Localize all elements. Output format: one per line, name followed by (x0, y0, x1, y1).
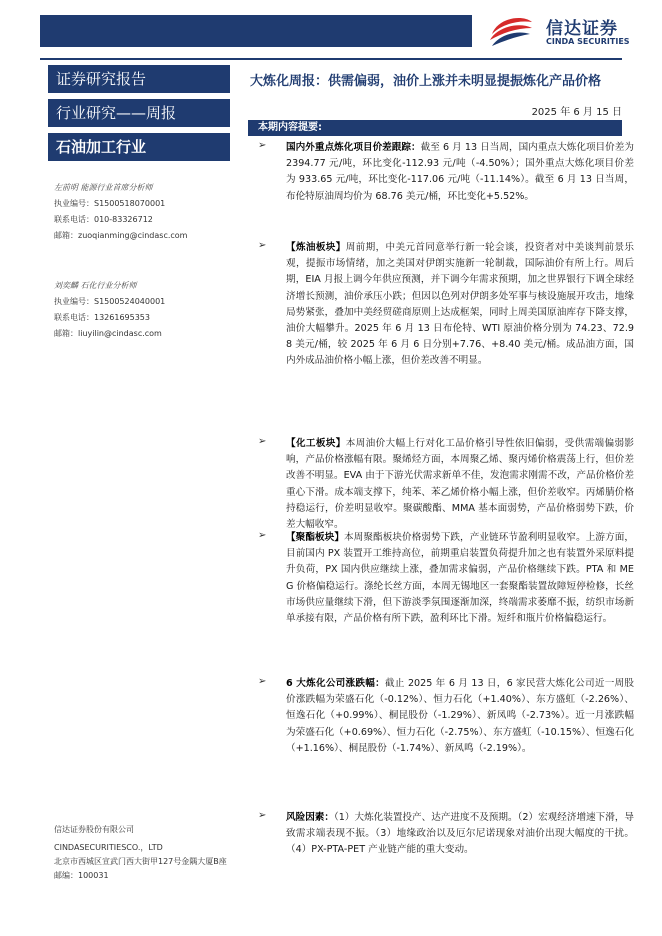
analyst-cert: 执业编号：S1500518070001 (54, 199, 166, 208)
logo-text-cn: 信达证券 (546, 19, 618, 39)
report-type: 行业研究——周报 (48, 99, 230, 127)
bullet-body: 截至 6 月 13 日当周，国内重点大炼化项目价差为 2394.77 元/吨，环比变化-112.93 元/吨（-4.50%）；国外重点大炼化项目价差为 933.65 元/吨，环比变化-117.06 元/吨（-11.14%）。截至 6 月 13 日当周，布伦特原油周均价为 68.76 美元/桶，环比变化+5.52%。 (286, 142, 635, 202)
bullet-body: 截止 2025 年 6 月 13 日，6 家民营大炼化公司近一周股价涨跌幅为荣盛石化（-0.12%）、恒力石化（+1.40%）、东方盛虹（-2.26%）、恒逸石化（+0.99%）、桐昆股份（-1.29%）、新凤鸣（-2.73%）。近一月涨跌幅为荣盛石化（+0.69%）、恒力石化（-2.75%）、东方盛虹（-10.15%）、恒逸石化（+1.16%）、桐昆股份（-1.74%）、新凤鸣（-2.19%）。 (286, 678, 634, 754)
analyst-name: 刘奕麟 石化行业分析师 (54, 281, 137, 290)
section-title: 本期内容提要: (258, 122, 322, 133)
bullet-heading: 6 大炼化公司涨跌幅： (286, 678, 385, 689)
bullet-body: 本周聚酯板块价格弱势下跌，产业链环节盈利明显收窄。上游方面，目前国内 PX 装置开工维持高位，前期重启装置负荷提升加之也有装置外采原料提升负荷，PX 国内供应继续上涨，叠加需求偏弱，产品价格继续下跌。PTA 和 MEG 价格偏稳运行。涤纶长丝方面，本周无锡地区一套聚酯装置故障短停检修，长丝市场供应量继续下滑，但下游淡季氛围逐渐加深，终端需求萎靡不振，纺织市场新单承接有限，产品价格有所下跌，盈利环比下滑。短纤和瓶片价格偏稳运行。 (286, 532, 635, 625)
header-bar (40, 15, 472, 47)
cinda-logo-icon (488, 14, 534, 50)
bullet-arrow-icon: ➢ (258, 676, 267, 687)
bullet-text (286, 810, 634, 859)
analyst-cert: 执业编号：S1500524040001 (54, 297, 166, 306)
bullet-body: 周前期，中美元首同意举行新一轮会谈，投资者对中美谈判前景乐观，提振市场情绪，加之美国对伊朗实施新一轮制裁，国际油价有所上行。周后期，EIA 月报上调今年供应预测，并下调今年需求预期，加之世界银行下调全球经济增长预测，油价承压小跌；但因以色列对伊朗多处军事与核设施展开攻击，地缘局势紧张，叠加中美经贸磋商原则上达成框架，同时上周美国原油库存下降支撑，油价大幅攀升。2025 年 6 月 13 日布伦特、WTI 原油价格分别为 74.23、72.98 美元/桶，较 2025 年 6 月 6 日分别+7.76、+8.40 美元/桶。成品油方面，国内外成品油价格小幅上涨，但价差改善不明显。 (286, 242, 634, 367)
bullet-text (286, 140, 634, 205)
bullet-heading: 【炼油板块】 (286, 242, 346, 253)
report-date: 2025 年 6 月 15 日 (531, 107, 622, 118)
analyst-phone: 联系电话：13261695353 (54, 313, 150, 322)
bullet-body: （1）大炼化装置投产、达产进度不及预期。（2）宏观经济增速下滑，导致需求端表现不振。（3）地缘政治以及厄尔尼诺现象对油价出现大幅度的干扰。（4）PX-PTA-PET 产业链产能的重大变动。 (286, 812, 635, 856)
bullet-arrow-icon: ➢ (258, 436, 267, 447)
analyst-email[interactable]: 邮箱：liuyilin@cindasc.com (54, 329, 162, 338)
analyst-email[interactable]: 邮箱：zuoqianming@cindasc.com (54, 231, 188, 240)
bullet-heading: 国内外重点炼化项目价差跟踪： (286, 142, 421, 153)
bullet-body: 本周油价大幅上行对化工品价格引导性依旧偏弱，受供需端偏弱影响，产品价格涨幅有限。聚烯烃方面，本周聚乙烯、聚丙烯价格震荡上行，但价差改善不明显。EVA 由于下游光伏需求新单不佳，发泡需求刚需不改，产品价格价差重心下滑。成本端支撑下，纯苯、苯乙烯价格小幅上涨，但价差收窄。丙烯腈价格持稳运行，价差明显收窄。聚碳酸酯、MMA 基本面弱势，产品价格弱势下跌，价差大幅收窄。 (286, 438, 634, 531)
analyst-card (54, 278, 165, 342)
analyst-phone: 联系电话：010-83326712 (54, 215, 153, 224)
industry-label: 石油加工行业 (48, 133, 230, 161)
bullet-arrow-icon: ➢ (258, 240, 267, 251)
analyst-card (54, 180, 187, 244)
bullet-text (286, 436, 634, 533)
bullet-arrow-icon: ➢ (258, 140, 267, 151)
bullet-text (286, 240, 634, 370)
report-category: 证券研究报告 (48, 65, 230, 93)
company-name: 信达证券股份有限公司 (54, 825, 134, 834)
bullet-heading: 风险因素： (286, 812, 334, 823)
bullet-heading: 【聚酯板块】 (286, 532, 345, 543)
bullet-heading: 【化工板块】 (286, 438, 346, 449)
bullet-text (286, 530, 634, 627)
company-name-en: CINDASECURITIESCO.，LTD (54, 843, 163, 852)
report-title: 大炼化周报：供需偏弱，油价上涨并未明显提振炼化产品价格 (250, 74, 602, 89)
bullet-arrow-icon: ➢ (258, 530, 267, 541)
company-address: 北京市西城区宣武门西大街甲127号金隅大厦B座 (54, 857, 227, 866)
company-info (54, 823, 230, 883)
sidebar (48, 60, 230, 930)
bullet-text (286, 676, 634, 757)
company-postcode: 邮编：100031 (54, 871, 109, 880)
bullet-arrow-icon: ➢ (258, 810, 267, 821)
analyst-name: 左前明 能源行业首席分析师 (54, 183, 153, 192)
logo-text-en: CINDA SECURITIES (546, 37, 630, 46)
company-logo (488, 12, 648, 52)
summary-section-bar (248, 120, 622, 136)
